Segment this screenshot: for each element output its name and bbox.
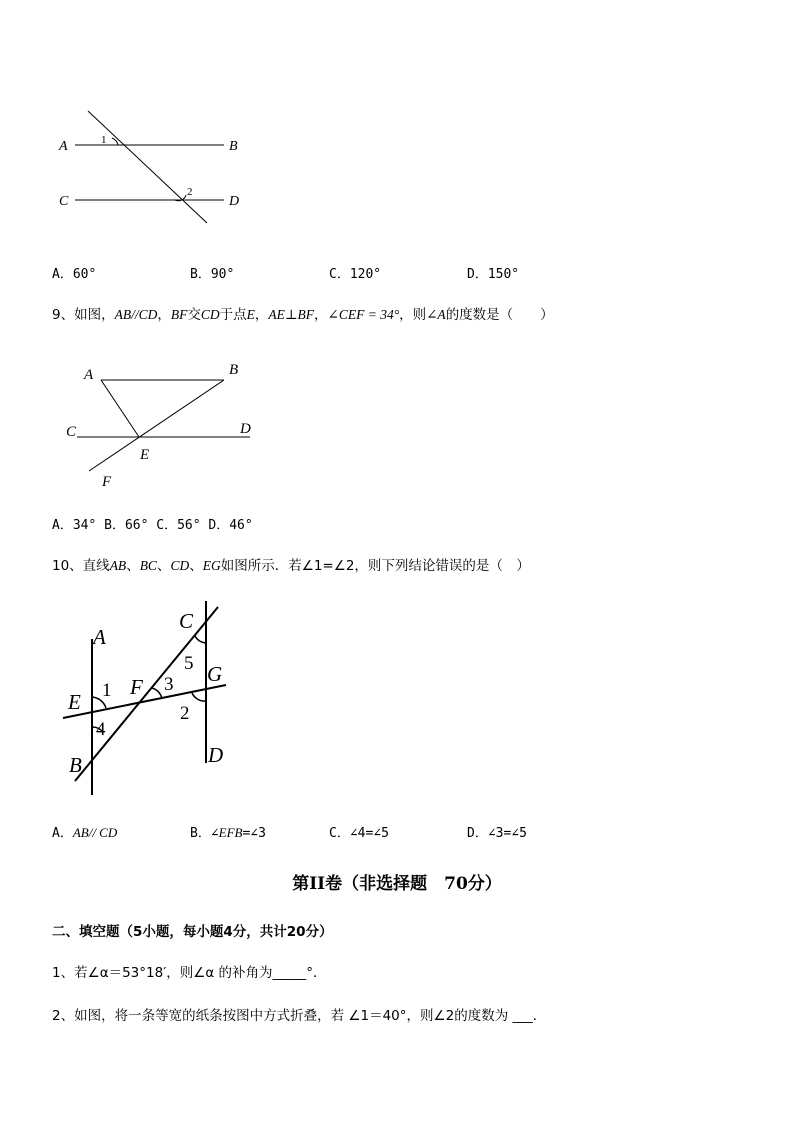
q8-option-c[interactable]: C．120° [329,267,382,282]
label-angle-5: 5 [184,653,194,674]
label-a: A [59,139,68,154]
label-angle-2: 2 [187,186,193,198]
label-f: F [102,474,112,490]
q8-option-a[interactable]: A．60° [52,267,97,282]
q9-sep3: ， [314,307,328,323]
q10-option-a-text: AB// CD [72,825,118,840]
q10-option-a-prefix: A． [52,826,73,841]
transversal [88,111,207,223]
q9-ae-bf: AE⊥BF [268,307,315,322]
q10-option-b-suffix: =∠3 [242,826,266,841]
label-angle-4: 4 [96,719,106,740]
q9-cef: ∠CEF = 34° [327,307,400,322]
section-title: 第II卷（非选择题 70分） [292,874,502,894]
q9-bf: BF [170,307,188,322]
q9-cd: CD [200,307,220,322]
label-b: B [229,362,239,378]
q10-ab: AB [109,558,127,573]
label-d: D [208,743,224,767]
q8-option-d[interactable]: D．150° [467,267,520,282]
line-eg [63,685,226,718]
q10-cd: CD [170,558,190,573]
figure-q10 [55,595,240,805]
label-b: B [229,139,238,154]
q10-eg: EG [202,558,221,573]
fill-question-1: 1、若∠α＝53°18′，则∠α 的补角为_____°． [52,965,327,981]
figure-q8-parallel-lines [50,105,280,230]
label-angle-1: 1 [102,680,112,701]
label-f: F [130,675,143,699]
q10-option-c[interactable]: C．∠4=∠5 [329,826,389,841]
q9-text5: 的度数是（ ） [445,307,554,323]
segment-ae [101,380,139,437]
q9-sep2: ， [254,307,269,323]
label-c: C [66,424,77,440]
q10-bc: BC [139,558,157,573]
q10-text: 如图所示．若∠1=∠2，则下列结论错误的是（ ） [220,558,530,574]
fill-question-2: 2、如图，将一条等宽的纸条按图中方式折叠，若 ∠1＝40°，则∠2的度数为 ___． [52,1008,547,1024]
q10-sep3: 、 [189,558,203,574]
q10-sep2: 、 [156,558,171,574]
q9-text3: 于点 [219,307,247,323]
label-angle-2: 2 [180,703,190,724]
q10-sep1: 、 [126,558,140,574]
label-e: E [68,690,81,714]
label-b: B [69,753,82,777]
q9-e: E [246,307,255,322]
label-a: A [84,367,94,383]
label-e: E [140,447,150,463]
q10-number: 10、直线 [52,558,110,574]
label-d: D [240,421,251,437]
label-angle-1: 1 [101,134,107,146]
q10-option-b-prefix: B．∠ [190,826,219,841]
label-c: C [59,194,69,209]
q8-option-b[interactable]: B．90° [190,267,235,282]
q10-option-d[interactable]: D．∠3=∠5 [467,826,527,841]
fill-blank-heading: 二、填空题（5小题，每小题4分，共计20分） [52,924,333,940]
q9-text4: ，则 [399,307,427,323]
q9-number: 9、如图， [52,307,115,323]
label-c: C [179,609,194,633]
figure-q9 [60,355,275,495]
q9-options[interactable]: A．34° B．66° C．56° D．46° [52,518,253,533]
q10-option-a[interactable] [52,822,117,841]
label-angle-3: 3 [164,674,174,695]
q9-text2: 交 [187,307,201,323]
q9-stem [52,303,554,323]
q9-angle-a: ∠A [426,307,446,322]
q10-stem [52,554,530,574]
label-g: G [207,662,223,686]
q9-sep1: ， [157,307,171,323]
q10-option-b-efb: EFB [218,825,243,840]
q10-option-b[interactable] [190,822,266,841]
angle-5-arc [195,636,206,643]
line-bf [89,380,224,471]
label-d: D [229,194,240,209]
angle-2-arc [192,693,206,701]
label-a: A [93,625,106,649]
q9-ab-cd: AB//CD [114,307,158,322]
